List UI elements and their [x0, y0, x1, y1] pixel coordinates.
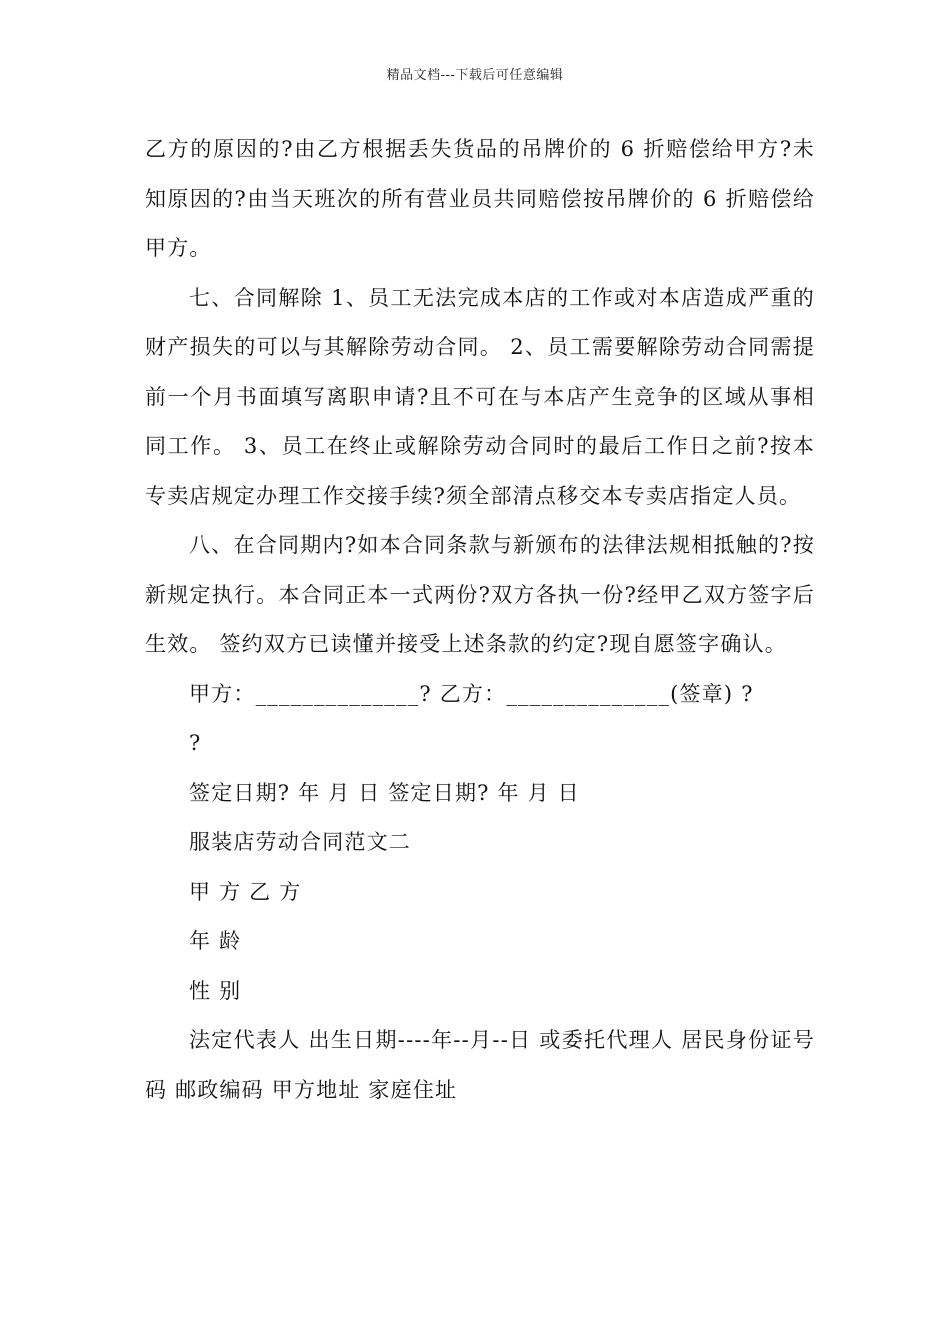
parties-line: 甲 方 乙 方 — [189, 879, 302, 904]
paragraph-contract-termination: 七、合同解除 1、员工无法完成本店的工作或对本店造成严重的财产损失的可以与其解除劳动合同。 2、员工需要解除劳动合同需提前一个月书面填写离职申请?且不可在与本店产生竞争的区域从事相同工作。 3、员工在终止或解除劳动合同时的最后工作日之前?按本专卖店规定办理工作交接手续?须全部清点移交本专卖店指定人员。 — [145, 285, 815, 508]
paragraph-compensation: 乙方的原因的?由乙方根据丢失货品的吊牌价的 6 折赔偿给甲方?未知原因的?由当天班次的所有营业员共同赔偿按吊牌价的 6 折赔偿给甲方。 — [145, 137, 815, 260]
gender-line: 性 别 — [189, 978, 242, 1003]
question-mark-line: ? — [189, 731, 202, 755]
paragraph-personal-info: 法定代表人 出生日期----年--月--日 或委托代理人 居民身份证号码 邮政编码 甲方地址 家庭住址 — [145, 1028, 815, 1102]
section-title: 服装店劳动合同范文二 — [189, 830, 411, 854]
age-line: 年 龄 — [189, 929, 242, 953]
signing-dates-line: 签定日期? 年 月 日 签定日期? 年 月 日 — [189, 780, 580, 805]
page-header: 精品文档---下载后可任意编辑 — [386, 68, 564, 83]
paragraph-contract-validity: 八、在合同期内?如本合同条款与新颁布的法律法规相抵触的?按新规定执行。本合同正本一式两份?双方各执一份?经甲乙双方签字后生效。 签约双方已读懂并接受上述条款的约定?现自愿签字确认。 — [145, 533, 815, 656]
signature-line: 甲方：______________? 乙方：______________(签章) ? — [189, 681, 754, 706]
document-body — [145, 125, 815, 1115]
